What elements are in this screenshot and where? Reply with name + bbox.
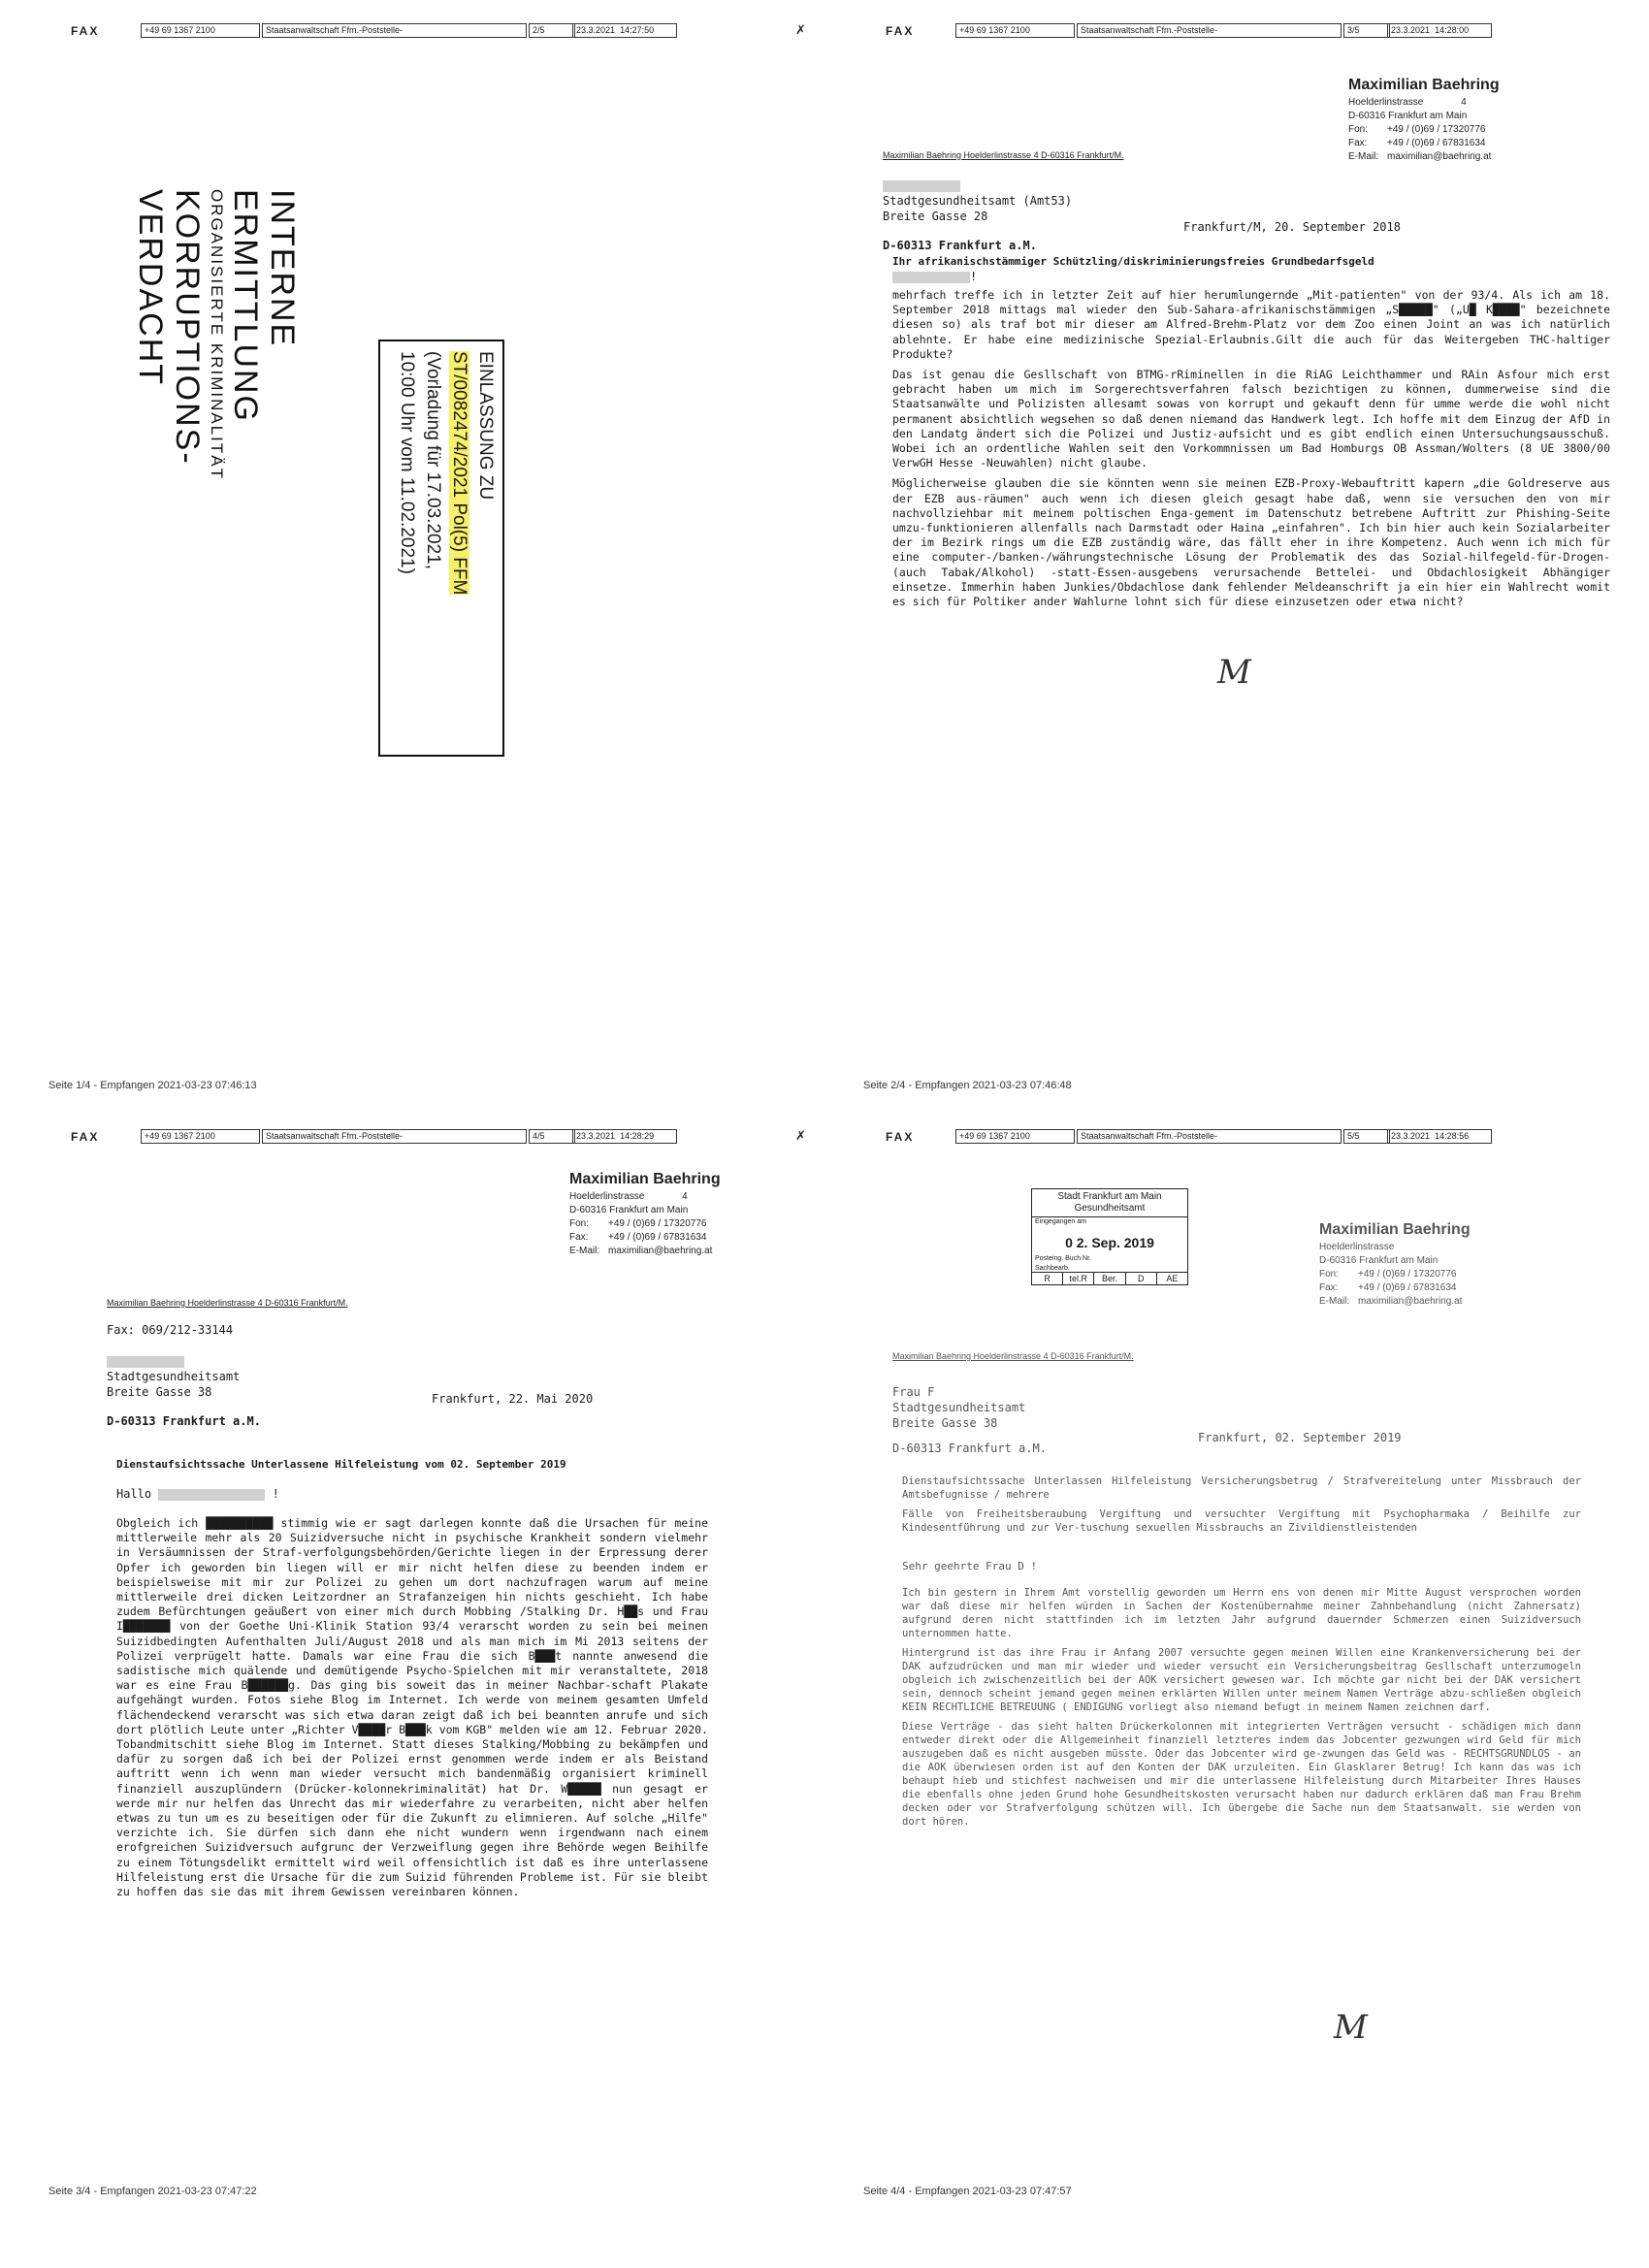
fax-label: FAX <box>886 1130 915 1144</box>
paragraph-3: Diese Verträge - das sieht halten Drückerkolonnen mit integrierten Verträgen versucht - schädigen mich dann entweder direkt oder die Allgemeinheit finanziell letzteres indem das Jobcenter gezwungen wird Geld für mich auszugeben daß es nicht ausgeben müsste. Oder das Jobcenter wird ge-zwungen das Geld was - RECHTSGRUNDLOS - an die AOK überwiesen orden ist auf den Konten der DAK urzuleiten. Ein Glasklarer Betrug! Ich kann das was ich behaupt hieb und stichfest nachweisen und mir die unterlassene Hilfeleistung durch Mitarbeiter Ihres Hauses die ebenfalls ohne jeden Grund hohe Gesundheitskosten verursacht haben nur dadurch erklären daß man Frau Brehm decken oder vor Strafverfolgung schützen will. Ich übergebe die Sache nun dem Staatsanwalt. sie werden von dort hören. <box>902 1721 1581 1828</box>
page-footer: Seite 2/4 - Empfangen 2021-03-23 07:46:48 <box>863 1080 1072 1091</box>
cover-title <box>126 189 301 791</box>
letterhead <box>1319 1219 1471 1309</box>
paragraph-2: Das ist genau die Gesllschaft von BTMG-rRiminellen in die RiAG Leichthammer und RAin Asfour mich erst gebracht haben um mich im Sorgerechtsverfahren falsch bezichtigen zu können, dummerweise sind die Staatsanwälte und Polizisten allesamt sowas von korrupt und gekauft denn für umme werde die wohl nicht permanent absichtlich wegsehen so daß denen niemand das Handwerk legt. Ich hoffe mit dem Einzug der AfD in den Landatg ändert sich die Polizei und Justiz-aufsicht und es gibt endlich einen Untersuchungsausschuß. Wobei ich an ordentliche Wahlen seit den Vorkommnissen um Bad Homburgs OB Assman/Wolters (8 UE 3800/00 VerwGH Hesse -Neuwahlen) nicht glaube. <box>892 368 1610 470</box>
letter-body <box>902 1586 1581 1834</box>
fax-page: 4/5 <box>529 1129 575 1144</box>
fax-header <box>820 1128 1625 1146</box>
signature: M <box>1217 653 1251 692</box>
fax-date: 23.3.2021 14:28:29 <box>572 1129 677 1144</box>
einlassung-line-2: ST/0082474/2021 Pol(5) FFM <box>449 351 469 596</box>
fax-recipient: Staatsanwaltschaft Ffm.-Poststelle- <box>1077 1129 1342 1144</box>
recipient-address: Stadtgesundheitsamt Breite Gasse 38 D-60313 Frankfurt a.M. <box>107 1353 261 1429</box>
fax-label: FAX <box>886 24 915 38</box>
fax-label: FAX <box>71 24 100 38</box>
stamp-field-2: Sachbearb. <box>1035 1265 1070 1272</box>
cover-line-2: ERMITTLUNG <box>227 189 264 423</box>
letter-body <box>116 1516 708 1905</box>
letterhead-street: Hoelderlinstrasse <box>1319 1242 1395 1252</box>
fax-page: 5/5 <box>1343 1129 1390 1144</box>
einlassung-box <box>378 340 504 757</box>
sender-line: Maximilian Baehring Hoelderlinstrasse 4 D-60316 Frankfurt/M. <box>892 1351 1134 1361</box>
stamp-field-1: Posteing. Buch Nr. <box>1035 1255 1091 1262</box>
recipient-address: Frau F Stadtgesundheitsamt Breite Gasse 38 D-60313 Frankfurt a.M. <box>892 1385 1047 1455</box>
letter-body <box>892 288 1610 615</box>
salutation: Sehr geehrte Frau D ! <box>902 1560 1038 1572</box>
letterhead-mail: E-Mail: maximilian@baehring.at <box>1348 151 1492 162</box>
fax-number: +49 69 1367 2100 <box>955 23 1075 38</box>
fax-label: FAX <box>71 1130 100 1144</box>
letterhead-street: Hoelderlinstrasse 4 <box>569 1191 688 1202</box>
letterhead-name: Maximilian Baehring <box>1319 1221 1471 1238</box>
fax-page: 3/5 <box>1343 23 1390 38</box>
cover-line-1: INTERNE <box>264 189 301 348</box>
letterhead-fax: Fax: +49 / (0)69 / 67831634 <box>1319 1282 1457 1293</box>
page-footer: Seite 4/4 - Empfangen 2021-03-23 07:47:57 <box>863 2186 1072 2197</box>
fax-recipient: Staatsanwaltschaft Ffm.-Poststelle- <box>1077 23 1342 38</box>
cover-line-3: ORGANISIERTE KRIMINALITÄT <box>208 189 226 481</box>
letterhead-city: D-60316 Frankfurt am Main <box>1348 111 1468 121</box>
fax-page-1 <box>5 5 820 1125</box>
salutation: Hallo ! <box>116 1487 279 1501</box>
paragraph-1: mehrfach treffe ich in letzter Zeit auf hier herumlungernde „Mit-patienten" von der 93/4. Als ich am 18. September 2018 mittags mal wieder den Sub-Sahara-afrikanischstämmigen „S█████" („U█ K████" bezeichnete diesen so) als traf bot mir dieser am Alfred-Brehm-Platz vor dem Zoo einen Joint an was ich natürlich ablehnte. Er habe eine medizinische Spezial-Erlaubnis.Gilt die auch für das Weitergeben THC-haltiger Produkte? <box>892 288 1610 361</box>
stamp-org: Stadt Frankfurt am Main Gesundheitsamt <box>1032 1189 1187 1217</box>
einlassung-line-3: (Vorladung für 17.03.2021, <box>423 351 443 570</box>
cover-line-5: VERDACHT <box>132 189 169 387</box>
sender-line: Maximilian Baehring Hoelderlinstrasse 4 D-60316 Frankfurt/M. <box>107 1298 348 1308</box>
fax-page: 2/5 <box>529 23 575 38</box>
signature: M <box>1334 2008 1368 2047</box>
fax-date: 23.3.2021 14:28:56 <box>1387 1129 1492 1144</box>
fax-page-2 <box>820 5 1634 1125</box>
stamp-received-label: Eingegangen am <box>1035 1218 1086 1225</box>
fax-mark-icon: ✗ <box>795 1128 806 1143</box>
sender-line: Maximilian Baehring Hoelderlinstrasse 4 D-60316 Frankfurt/M. <box>883 150 1124 160</box>
letterhead-city: D-60316 Frankfurt am Main <box>569 1205 689 1215</box>
letterhead-fax: Fax: +49 / (0)69 / 67831634 <box>569 1232 707 1243</box>
letterhead <box>569 1169 721 1258</box>
letter-subject: Dienstaufsichtssache Unterlassen Hilfeleistung Versicherungsbetrug / Strafvereitelung unter Missbrauch der Amtsbefugnisse / mehrere Fälle von Freiheitsberaubung Vergiftung und versuchter Vergiftung mit Psychopharmaka / Beihilfe zur Kindesentführung und zur Ver-tuschung sexuellen Missbrauchs an Zivildienstleistenden <box>902 1475 1581 1534</box>
fax-header <box>820 22 1625 40</box>
received-stamp <box>1031 1188 1188 1285</box>
letterhead-mail: E-Mail: maximilian@baehring.at <box>1319 1296 1463 1307</box>
page-footer: Seite 1/4 - Empfangen 2021-03-23 07:46:13 <box>48 1080 257 1091</box>
paragraph-2: Hintergrund ist das ihre Frau ir Anfang 2007 versuchte gegen meinen Willen eine Krankenversicherung bei der DAK aufzudrücken und man mir wieder und wieder versucht ein Versicherungsbeitrag Gesllschaft unterzumogeln obgleich ich zwischenzeitlich bei der AOK versichert gewesen war. Ich möchte gar nicht bei der DAK versichert sein, dennoch scheint jemand gegen meinen erklärten Willen unter meinem Namen Verträge abzu-schließen obgleich KEIN RECHTLICHE BETREUUNG ( ENDIGUNG vorliegt also niemand befugt in meinem Namen zeichnen darf. <box>902 1647 1581 1713</box>
fax-header <box>5 22 810 40</box>
fax-date: 23.3.2021 14:28:00 <box>1387 23 1492 38</box>
letterhead-fon: Fon: +49 / (0)69 / 17320776 <box>1348 124 1486 135</box>
paragraph-1: Obgleich ich ██████████ stimmig wie er sagt darlegen konnte daß die Ursachen für meine mittlerweile mehr als 20 Suizidversuche nicht in psychische Krankheit sondern vielmehr in Versäumnissen der Straf-verfolgungsbehörden/Gerichte liegen in der Erpressung derer Opfer ich geworden bin liegen will er mir nicht helfen diese zu beenden indem er beispielsweise mit mir zur Polizei zu gehen um dort nachzufragen warum auf meine mittlerweile drei dicken Leitzordner an Strafanzeigen hin nichts geschieht. Ich habe zudem Befürchtungen geäußert von einer mich durch Mobbing /Stalking Dr. H██s und Frau I███████ von der Goethe Uni-Klinik Station 93/4 verarscht worden zu sein bei meinen Suizidbedingten Aufenthalten Juli/August 2018 und als man mich im Mi 2013 seitens der Polizei verprügelt hatte. Damals war eine Frau die sich B███t nannte anwesend die sadistische mich quälende und demütigende Psycho-Spielchen mit mir veranstaltete, 2018 war es eine Frau B██████g. Das ging bis soweit das in meiner Nachbar-schaft Plakate aufgehängt wurden. Fotos siehe Blog im Internet. Ich werde von meinem gesamten Umfeld flächendeckend verarscht was sich etwa daran zeigt daß ich bei beannten anrufe und sich dort plötlich Leute unter „Richter V████r B███k vom KGB" melden wie am 12. Februar 2020. Tobandmitschitt siehe Blog im Internet. Statt dieses Stalking/Mobbing zu bekämpfen und dafür zu sorgen daß ich bei der Polizei ernst genommen werde indem er als Beistand auftritt wenn ich wenn man wieder versucht mich bandenmäßig organisiert kriminell finanziell auszuplündern (Drücker-kolonnekriminalität) hat Dr. W█████ nun gesagt er werde mir nur helfen das Unrecht das mir wiederfahre zu verarbeiten, nicht aber helfen etwas zu tun um es zu beseitigen oder für die Zukunft zu elimnieren. Auf solche „Hilfe" verzichte ich. Sie dürfen sich dann ehe nicht wundern wenn irgendwann nach einem erofgreichen Suizidversuch aufgrunc der Verzweiflung gegen ihre Behörde wegen Beihilfe zu einem Tötungsdelikt ermittelt wird weil offensichtlich ist daß es ihre unterlassene Hilfeleistung erst die Ursache für die zum Suizid führenden Probleme ist. Für sie bleibt zu hoffen das sie das mit ihrem Gewissen vereinbaren können. <box>116 1516 708 1899</box>
stamp-cells: R tel.R Ber. D AE <box>1032 1272 1187 1284</box>
paragraph-3: Möglicherweise glauben die sie könnten wenn sie meinen EZB-Proxy-Webauftritt kapern „die Goldreserve aus der EZB aus-räumen" auch wenn ich diesen gleich gesagt habe daß, wenn sie versuchen den von mir nachvollziehbar mit meinem poltischen Enga-gement im Datenschutz betrebene Auftritt zur Phishing-Seite umzu-funktionieren allenfalls nach Darmstadt oder Haina „einfahren". Ich bin hier auch kein Sozialarbeiter der im Bezirk rings um die EZB zuständig wäre, das fällt eher in ihre Kompetenz. Auch wenn ich mich für eine computer-/banken-/währungstechnische Lösung der Problematik des das Sozial-hilfegeld-für-Drogen- (auch Tabak/Alkohol) -statt-Essen-ausgebens verursachende Bettelei- und Obdachlosigkeit Abhängiger einsetze. Immerhin haben Junkies/Obdachlose dank fehlender Meldeanschrift ja ein hier ein Wahlrecht womit es sich für Poltiker ander Wahlurne lohnt sich für diese einzusetzen oder etwa nicht? <box>892 476 1610 609</box>
page-footer: Seite 3/4 - Empfangen 2021-03-23 07:47:22 <box>48 2186 257 2197</box>
stamp-date: 0 2. Sep. 2019 <box>1065 1235 1154 1250</box>
letterhead-fon: Fon: +49 / (0)69 / 17320776 <box>569 1218 707 1229</box>
letterhead-fax: Fax: +49 / (0)69 / 67831634 <box>1348 138 1486 148</box>
letter-subject: Dienstaufsichtssache Unterlassene Hilfeleistung vom 02. September 2019 <box>116 1458 566 1471</box>
einlassung-line-1: EINLASSUNG ZU <box>475 351 496 501</box>
letterhead-fon: Fon: +49 / (0)69 / 17320776 <box>1319 1269 1457 1280</box>
fax-recipient: Staatsanwaltschaft Ffm.-Poststelle- <box>262 23 527 38</box>
fax-number: +49 69 1367 2100 <box>955 1129 1075 1144</box>
paragraph-1: Ich bin gestern in Ihrem Amt vorstellig geworden um Herrn ens von denen mir Mitte August versprochen worden war daß diese mir helfen würden in Sachen der Kostenübernahme meiner Zahnbehandlung (nicht Zahnersatz) aufgrund deren nicht stattfinden ich im letzten Jahr aufgrund dauernder Schmerzen einen Suizidversuch unternommen hatte. <box>902 1587 1581 1639</box>
letterhead <box>1348 75 1500 164</box>
letterhead-name: Maximilian Baehring <box>569 1171 721 1187</box>
recipient-address: Stadtgesundheitsamt (Amt53) Breite Gasse 28 D-60313 Frankfurt a.M. <box>883 178 1072 253</box>
cover-line-4: KORRUPTIONS- <box>169 189 206 466</box>
letterhead-city: D-60316 Frankfurt am Main <box>1319 1255 1439 1266</box>
fax-page-3 <box>5 1111 820 2231</box>
letter-date: Frankfurt, 02. September 2019 <box>1198 1431 1402 1444</box>
letter-date: Frankfurt/M, 20. September 2018 <box>1183 220 1401 234</box>
fax-line: Fax: 069/212-33144 <box>107 1323 234 1337</box>
letter-subject: Ihr afrikanischstämmiger Schützling/diskriminierungsfreies Grundbedarfsgeld <box>892 255 1374 268</box>
letter-date: Frankfurt, 22. Mai 2020 <box>432 1392 594 1406</box>
salutation: ! <box>892 269 977 284</box>
letterhead-mail: E-Mail: maximilian@baehring.at <box>569 1246 713 1256</box>
fax-mark-icon: ✗ <box>795 22 806 37</box>
fax-number: +49 69 1367 2100 <box>141 23 260 38</box>
fax-recipient: Staatsanwaltschaft Ffm.-Poststelle- <box>262 1129 527 1144</box>
fax-header <box>5 1128 810 1146</box>
fax-number: +49 69 1367 2100 <box>141 1129 260 1144</box>
fax-page-4 <box>820 1111 1634 2231</box>
letterhead-name: Maximilian Baehring <box>1348 77 1500 93</box>
einlassung-line-4: 10:00 Uhr vom 11.02.2021) <box>397 351 417 574</box>
fax-date: 23.3.2021 14:27:50 <box>572 23 677 38</box>
letterhead-street: Hoelderlinstrasse 4 <box>1348 97 1467 108</box>
